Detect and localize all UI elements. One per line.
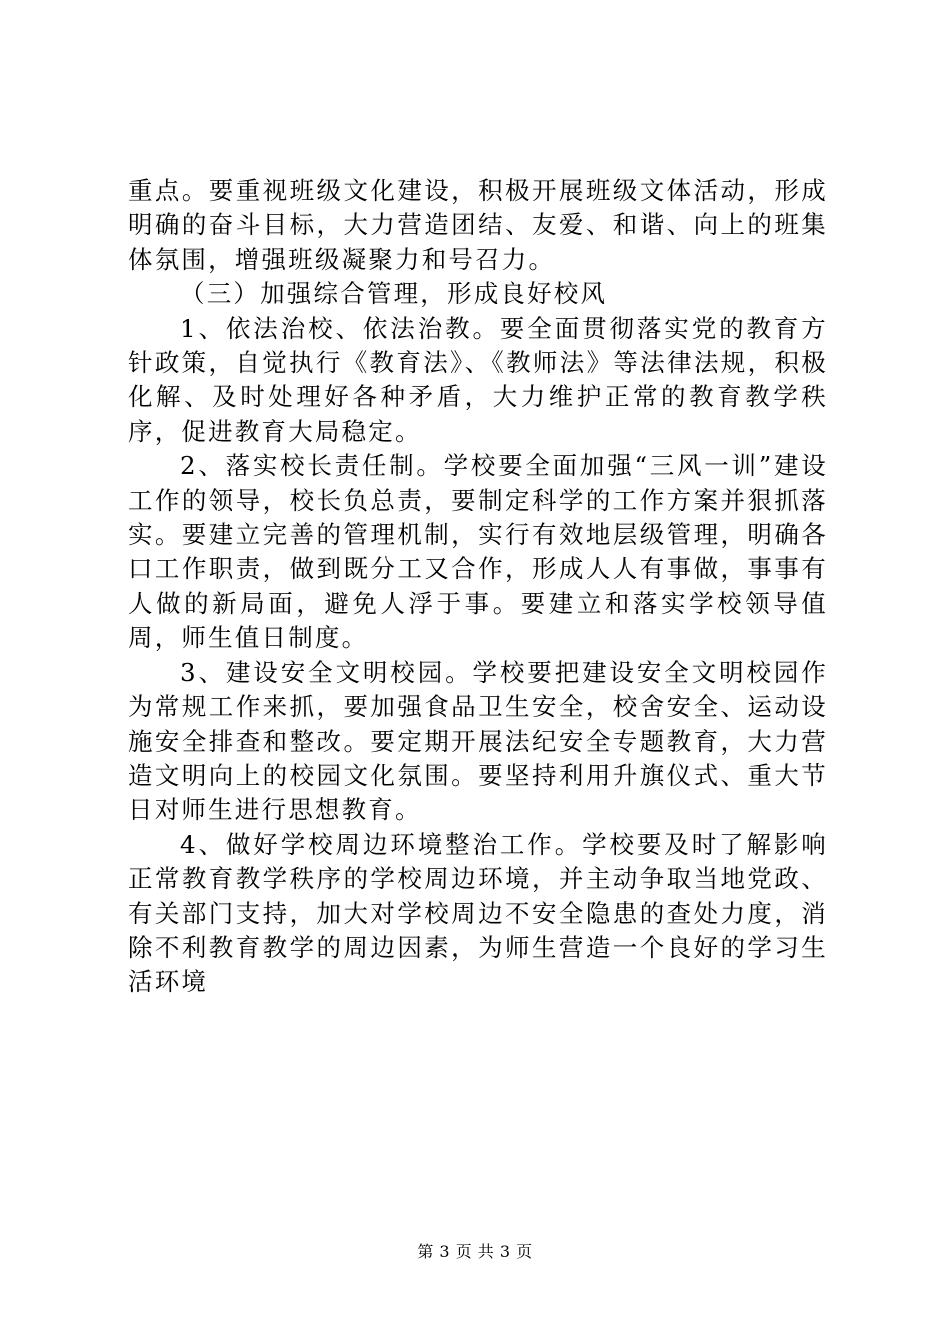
paragraph-principal-responsibility: 2、落实校长责任制。学校要全面加强“三风一训”建设工作的领导，校长负总责，要制定科学的工作方案并狠抓落实。要建立完善的管理机制，实行有效地层级管理，明确各口工作职责，做到既分工又合作，形成人人有事做，事事有人做的新局面，避免人浮于事。要建立和落实学校领导值周，师生值日制度。 <box>128 451 828 653</box>
document-body <box>128 174 828 1000</box>
paragraph-continuation: 重点。要重视班级文化建设，积极开展班级文体活动，形成明确的奋斗目标，大力营造团结、友爱、和谐、向上的班集体氛围，增强班级凝聚力和号召力。 <box>128 176 828 274</box>
section-heading: （三）加强综合管理，形成良好校风 <box>180 279 608 309</box>
page-footer: 第 3 页 共 3 页 <box>417 1242 533 1261</box>
paragraph-surroundings: 4、做好学校周边环境整治工作。学校要及时了解影响正常教育教学秩序的学校周边环境，并主动争取当地党政、有关部门支持，加大对学校周边不安全隐患的查处力度，消除不利教育教学的周边因素，为师生营造一个良好的学习生活环境 <box>128 829 828 997</box>
paragraph-rule-of-law: 1、依法治校、依法治教。要全面贯彻落实党的教育方针政策，自觉执行《教育法》、《教师法》等法律法规，积极化解、及时处理好各种矛盾，大力维护正常的教育教学秩序，促进教育大局稳定。 <box>128 313 828 446</box>
paragraph-safe-campus: 3、建设安全文明校园。学校要把建设安全文明校园作为常规工作来抓，要加强食品卫生安全，校舍安全、运动设施安全排查和整改。要定期开展法纪安全专题教育，大力营造文明向上的校园文化氛围。要坚持利用升旗仪式、重大节日对师生进行思想教育。 <box>128 657 828 825</box>
